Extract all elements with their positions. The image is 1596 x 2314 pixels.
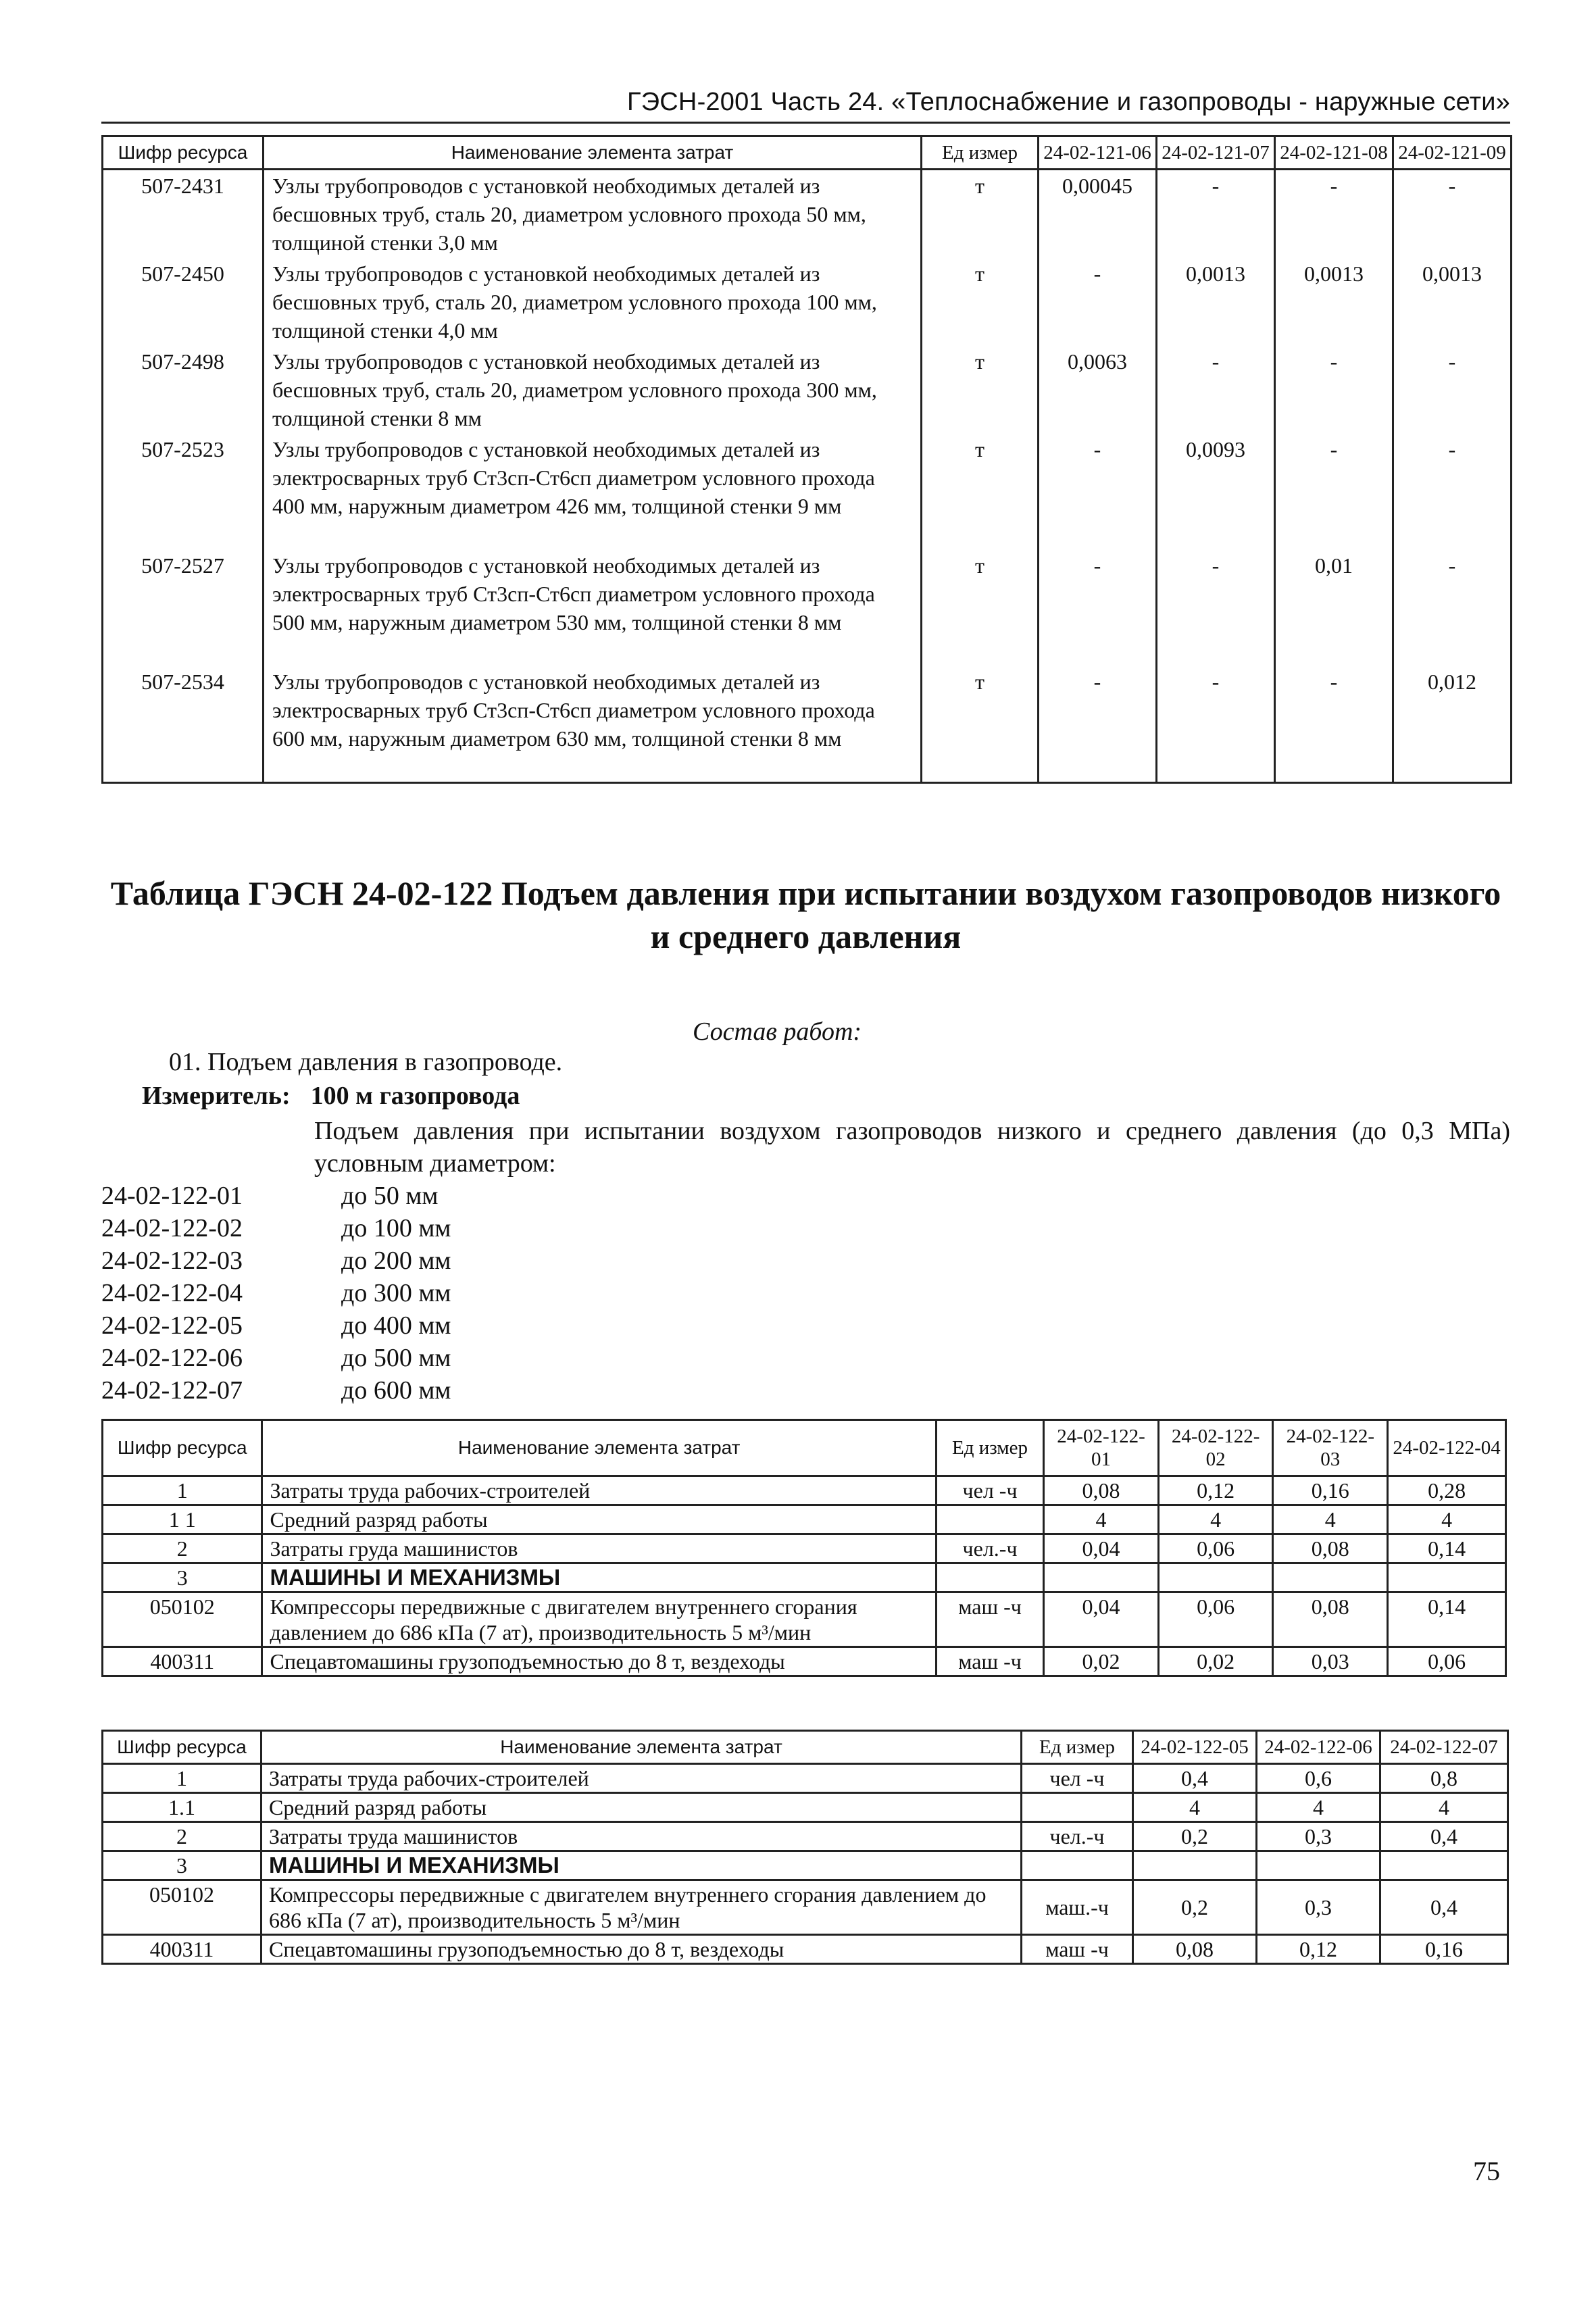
cell-code: 3 — [103, 1563, 262, 1592]
cell-value: 0,08 — [1044, 1476, 1159, 1505]
cell-value: 0,8 — [1380, 1764, 1508, 1793]
cell-value: 0,4 — [1380, 1822, 1508, 1851]
cell-code: 050102 — [103, 1592, 262, 1647]
variant-item — [101, 1309, 451, 1342]
cell-unit — [1022, 1793, 1133, 1822]
table-header-row — [103, 1731, 1508, 1764]
variant-item — [101, 1212, 451, 1244]
cell-unit: т — [922, 258, 1039, 346]
table-row — [103, 1505, 1506, 1534]
cell-value: 0,01 — [1275, 550, 1393, 666]
cell-value: 0,08 — [1273, 1534, 1388, 1563]
header-col: 24-02-122-04 — [1388, 1420, 1506, 1476]
cell-unit — [1022, 1851, 1133, 1880]
cell-value: 4 — [1158, 1505, 1273, 1534]
header-col: 24-02-121-06 — [1039, 136, 1157, 170]
cell-value — [1257, 1851, 1380, 1880]
cell-value: 0,14 — [1388, 1534, 1506, 1563]
cell-unit — [936, 1563, 1043, 1592]
cell-value — [1380, 1851, 1508, 1880]
cell-value: 0,03 — [1273, 1647, 1388, 1676]
cell-value: 0,16 — [1380, 1935, 1508, 1964]
cell-unit: маш -ч — [1022, 1935, 1133, 1964]
cell-value: 0,0013 — [1157, 258, 1275, 346]
header-unit: Ед измер — [1022, 1731, 1133, 1764]
header-name: Наименование элемента затрат — [264, 136, 922, 170]
cell-unit: чел -ч — [936, 1476, 1043, 1505]
cell-code: 1 — [103, 1764, 261, 1793]
header-code: Шифр ресурса — [103, 1731, 261, 1764]
variant-code: 24-02-122-04 — [101, 1279, 243, 1307]
cell-name: Узлы трубопроводов с установкой необходимых деталей из бесшовных труб, сталь 20, диаметром условного прохода 50 мм, толщиной стенки 3,0 мм — [264, 170, 922, 259]
cell-name: Узлы трубопроводов с установкой необходимых деталей из бесшовных труб, сталь 20, диаметром условного прохода 100 мм, толщиной стенки 4,0 мм — [264, 258, 922, 346]
variant-code: 24-02-122-05 — [101, 1311, 243, 1340]
variant-text: до 200 мм — [341, 1247, 451, 1275]
cell-code: 400311 — [103, 1647, 262, 1676]
cell-value: 0,0013 — [1393, 258, 1512, 346]
cell-value: - — [1157, 346, 1275, 434]
cell-unit: т — [922, 434, 1039, 550]
cell-value: 0,08 — [1273, 1592, 1388, 1647]
variant-code: 24-02-122-03 — [101, 1247, 243, 1275]
cell-value: - — [1157, 666, 1275, 782]
cell-name: Затраты труда рабочих-строителей — [261, 1764, 1022, 1793]
cell-value: 4 — [1273, 1505, 1388, 1534]
meter-value: 100 м газопровода — [310, 1082, 520, 1110]
cell-value: - — [1275, 434, 1393, 550]
cell-unit: маш.-ч — [1022, 1880, 1133, 1935]
cell-value: 0,02 — [1158, 1647, 1273, 1676]
cell-unit: т — [922, 550, 1039, 666]
cell-value: 0,06 — [1388, 1647, 1506, 1676]
norm-table-122-05-07 — [101, 1730, 1509, 1965]
cell-value: - — [1039, 666, 1157, 782]
table-row — [103, 1793, 1508, 1822]
variant-code: 24-02-122-06 — [101, 1344, 243, 1372]
header-col: 24-02-122-06 — [1257, 1731, 1380, 1764]
cell-value: 0,4 — [1133, 1764, 1257, 1793]
cell-name: МАШИНЫ И МЕХАНИЗМЫ — [261, 1851, 1022, 1880]
cell-code: 507-2527 — [103, 550, 264, 666]
cell-code: 1 1 — [103, 1505, 262, 1534]
cell-code: 1.1 — [103, 1793, 261, 1822]
variant-text: до 100 мм — [341, 1214, 451, 1242]
cell-unit: т — [922, 666, 1039, 782]
cell-name: Узлы трубопроводов с установкой необходимых деталей из электросварных труб Ст3сп-Ст6сп диаметром условного прохода 600 мм, наружным диаметром 630 мм, толщиной стенки 8 мм — [264, 666, 922, 782]
variant-text: до 600 мм — [341, 1376, 451, 1405]
cell-value: 0,0013 — [1275, 258, 1393, 346]
variant-text: до 300 мм — [341, 1279, 451, 1307]
cell-value: 0,2 — [1133, 1880, 1257, 1935]
cell-value: 4 — [1257, 1793, 1380, 1822]
table-row — [103, 550, 1512, 666]
cell-value — [1273, 1563, 1388, 1592]
meter — [142, 1081, 520, 1111]
cell-value: - — [1393, 346, 1512, 434]
cell-value: 4 — [1388, 1505, 1506, 1534]
variant-text: до 50 мм — [341, 1182, 439, 1210]
cell-unit: чел.-ч — [936, 1534, 1043, 1563]
page-number: 75 — [1473, 2156, 1500, 2186]
table-row — [103, 1476, 1506, 1505]
cell-value: 0,4 — [1380, 1880, 1508, 1935]
cell-name: Спецавтомашины грузоподъемностью до 8 т, вездеходы — [262, 1647, 936, 1676]
cell-code: 1 — [103, 1476, 262, 1505]
composition-label: Состав работ: — [693, 1017, 862, 1046]
table-row — [103, 258, 1512, 346]
cell-code: 2 — [103, 1822, 261, 1851]
cell-code: 507-2523 — [103, 434, 264, 550]
cell-unit: маш -ч — [936, 1647, 1043, 1676]
table-row — [103, 1822, 1508, 1851]
norm-table-122-01-04 — [101, 1419, 1507, 1677]
table-header-row — [103, 1420, 1506, 1476]
cell-name: Спецавтомашины грузоподъемностью до 8 т, вездеходы — [261, 1935, 1022, 1964]
cell-value: 0,28 — [1388, 1476, 1506, 1505]
cell-value: - — [1039, 434, 1157, 550]
header-rule — [101, 122, 1510, 124]
cell-value: 0,04 — [1044, 1592, 1159, 1647]
cell-value: 0,2 — [1133, 1822, 1257, 1851]
description: Подъем давления при испытании воздухом газопроводов низкого и среднего давления (до 0,3 МПа) условным диаметром: — [314, 1117, 1510, 1178]
cell-value: - — [1039, 258, 1157, 346]
cell-value: 0,012 — [1393, 666, 1512, 782]
cell-unit: чел -ч — [1022, 1764, 1133, 1793]
cell-value: 0,12 — [1257, 1935, 1380, 1964]
cell-code: 507-2431 — [103, 170, 264, 259]
cell-name: Узлы трубопроводов с установкой необходимых деталей из бесшовных труб, сталь 20, диаметром условного прохода 300 мм, толщиной стенки 8 мм — [264, 346, 922, 434]
cell-name: Узлы трубопроводов с установкой необходимых деталей из электросварных труб Ст3сп-Ст6сп диаметром условного прохода 400 мм, наружным диаметром 426 мм, толщиной стенки 9 мм — [264, 434, 922, 550]
resource-table-121 — [101, 135, 1512, 784]
cell-value: - — [1393, 550, 1512, 666]
table-row — [103, 346, 1512, 434]
cell-value: 0,16 — [1273, 1476, 1388, 1505]
cell-value: 0,3 — [1257, 1880, 1380, 1935]
header-col: 24-02-121-08 — [1275, 136, 1393, 170]
cell-value: - — [1275, 666, 1393, 782]
variant-item — [101, 1244, 451, 1277]
cell-value: 0,0063 — [1039, 346, 1157, 434]
header-col: 24-02-122-07 — [1380, 1731, 1508, 1764]
cell-value: - — [1157, 550, 1275, 666]
cell-value — [1133, 1851, 1257, 1880]
header-unit: Ед измер — [936, 1420, 1043, 1476]
cell-value: 4 — [1133, 1793, 1257, 1822]
variant-text: до 400 мм — [341, 1311, 451, 1340]
cell-code: 507-2498 — [103, 346, 264, 434]
cell-value: - — [1393, 434, 1512, 550]
header-col: 24-02-122-03 — [1273, 1420, 1388, 1476]
cell-name: Затраты труда рабочих-строителей — [262, 1476, 936, 1505]
cell-value: 0,0093 — [1157, 434, 1275, 550]
header-unit: Ед измер — [922, 136, 1039, 170]
cell-code: 3 — [103, 1851, 261, 1880]
header-col: 24-02-122-05 — [1133, 1731, 1257, 1764]
table-row — [103, 434, 1512, 550]
table-row — [103, 1880, 1508, 1935]
cell-value: 0,06 — [1158, 1592, 1273, 1647]
running-header: ГЭСН-2001 Часть 24. «Теплоснабжение и газопроводы - наружные сети» — [627, 88, 1510, 116]
table-row — [103, 170, 1512, 259]
cell-value — [1158, 1563, 1273, 1592]
cell-unit: т — [922, 346, 1039, 434]
variant-item — [101, 1374, 451, 1407]
table-row — [103, 666, 1512, 782]
header-name: Наименование элемента затрат — [261, 1731, 1022, 1764]
header-col: 24-02-122-02 — [1158, 1420, 1273, 1476]
cell-value: 0,06 — [1158, 1534, 1273, 1563]
cell-code: 507-2450 — [103, 258, 264, 346]
variant-item — [101, 1277, 451, 1309]
work-item: 01. Подъем давления в газопроводе. — [169, 1048, 563, 1076]
cell-unit: маш -ч — [936, 1592, 1043, 1647]
variant-code: 24-02-122-02 — [101, 1214, 243, 1242]
cell-value: 0,3 — [1257, 1822, 1380, 1851]
cell-value: 0,08 — [1133, 1935, 1257, 1964]
cell-name: Затраты труда машинистов — [261, 1822, 1022, 1851]
cell-value — [1044, 1563, 1159, 1592]
meter-label: Измеритель: — [142, 1082, 291, 1110]
section-title: Таблица ГЭСН 24-02-122 Подъем давления при испытании воздухом газопроводов низкого и среднего давления — [110, 874, 1501, 955]
cell-code: 507-2534 — [103, 666, 264, 782]
table-row — [103, 1764, 1508, 1793]
cell-unit — [936, 1505, 1043, 1534]
cell-code: 2 — [103, 1534, 262, 1563]
cell-value — [1388, 1563, 1506, 1592]
cell-code: 400311 — [103, 1935, 261, 1964]
table-row — [103, 1534, 1506, 1563]
table-row — [103, 1592, 1506, 1647]
cell-value: 0,6 — [1257, 1764, 1380, 1793]
cell-code: 050102 — [103, 1880, 261, 1935]
header-col: 24-02-121-07 — [1157, 136, 1275, 170]
cell-value: - — [1275, 170, 1393, 259]
cell-value: - — [1275, 346, 1393, 434]
header-col: 24-02-122-01 — [1044, 1420, 1159, 1476]
cell-value: - — [1393, 170, 1512, 259]
cell-name: Узлы трубопроводов с установкой необходимых деталей из электросварных труб Ст3сп-Ст6сп диаметром условного прохода 500 мм, наружным диаметром 530 мм, толщиной стенки 8 мм — [264, 550, 922, 666]
cell-unit: т — [922, 170, 1039, 259]
header-name: Наименование элемента затрат — [262, 1420, 936, 1476]
cell-value: 0,02 — [1044, 1647, 1159, 1676]
table-header-row — [103, 136, 1512, 170]
cell-value: - — [1157, 170, 1275, 259]
variant-item — [101, 1342, 451, 1374]
cell-name: Затраты груда машинистов — [262, 1534, 936, 1563]
cell-value: 4 — [1044, 1505, 1159, 1534]
section-row — [103, 1563, 1506, 1592]
table-row — [103, 1935, 1508, 1964]
cell-value: 0,00045 — [1039, 170, 1157, 259]
cell-name: Средний разряд работы — [262, 1505, 936, 1534]
cell-name: МАШИНЫ И МЕХАНИЗМЫ — [262, 1563, 936, 1592]
variant-code: 24-02-122-01 — [101, 1182, 243, 1210]
cell-name: Компрессоры передвижные с двигателем внутреннего сгорания давлением до 686 кПа (7 ат), производительность 5 м³/мин — [262, 1592, 936, 1647]
header-code: Шифр ресурса — [103, 136, 264, 170]
cell-value: - — [1039, 550, 1157, 666]
cell-name: Средний разряд работы — [261, 1793, 1022, 1822]
table-row — [103, 1647, 1506, 1676]
cell-name: Компрессоры передвижные с двигателем внутреннего сгорания давлением до 686 кПа (7 ат), производительность 5 м³/мин — [261, 1880, 1022, 1935]
variant-item — [101, 1180, 438, 1212]
cell-unit: чел.-ч — [1022, 1822, 1133, 1851]
header-code: Шифр ресурса — [103, 1420, 262, 1476]
cell-value: 4 — [1380, 1793, 1508, 1822]
header-col: 24-02-121-09 — [1393, 136, 1512, 170]
variant-code: 24-02-122-07 — [101, 1376, 243, 1405]
section-row — [103, 1851, 1508, 1880]
cell-value: 0,14 — [1388, 1592, 1506, 1647]
cell-value: 0,04 — [1044, 1534, 1159, 1563]
variant-text: до 500 мм — [341, 1344, 451, 1372]
cell-value: 0,12 — [1158, 1476, 1273, 1505]
